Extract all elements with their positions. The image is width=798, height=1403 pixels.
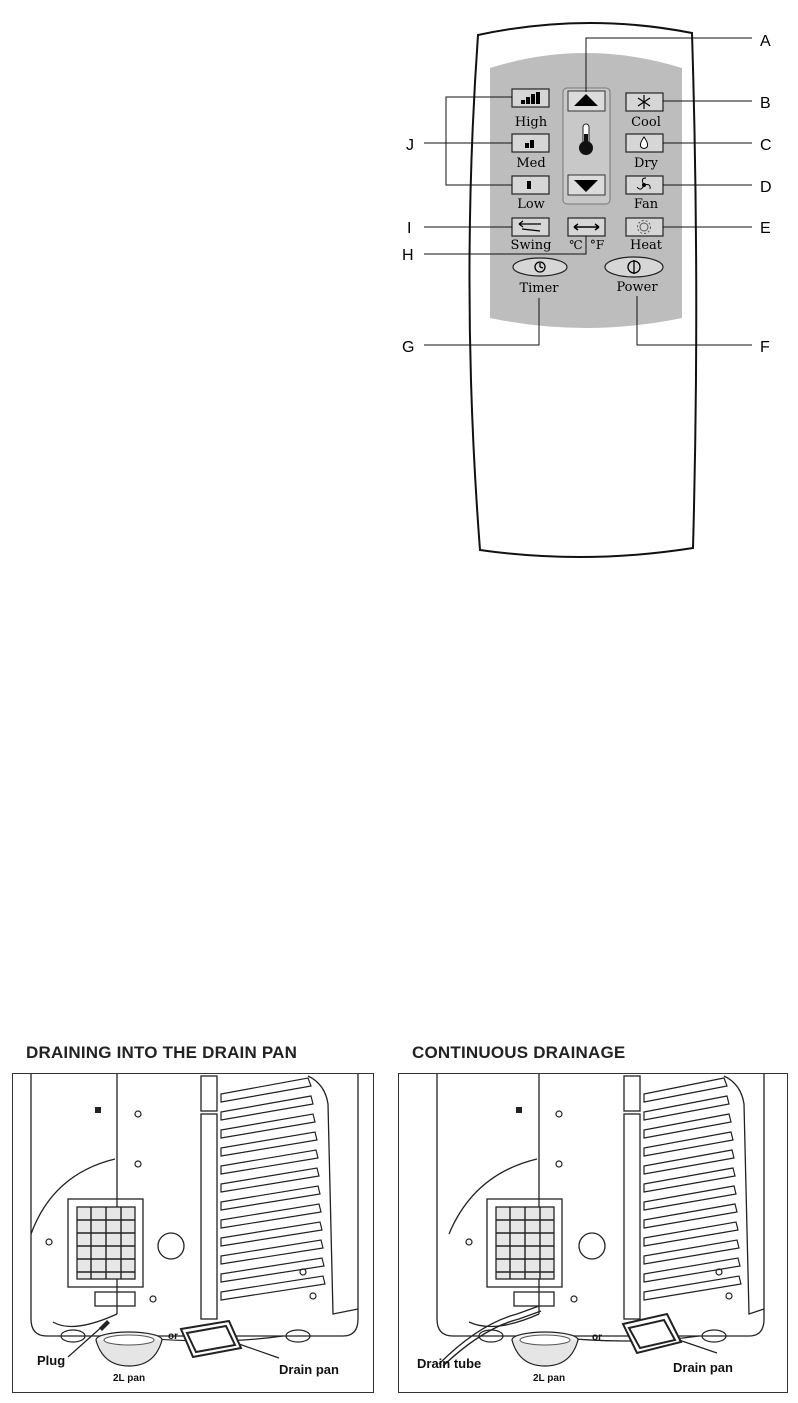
ac-unit-illustration: [13, 1074, 372, 1391]
med-label: Med: [516, 156, 546, 171]
swing-label: Swing: [510, 238, 552, 253]
ac-unit-illustration: [399, 1074, 786, 1391]
drain-pan-label: Drain pan: [673, 1360, 733, 1375]
callout-j: J: [406, 137, 414, 154]
signal-bar-icon: [527, 181, 531, 189]
high-button[interactable]: [512, 89, 549, 107]
drain-pan-heading: DRAINING INTO THE DRAIN PAN: [26, 1043, 298, 1062]
or-label: or: [168, 1331, 178, 1342]
callout-a: A: [760, 33, 771, 50]
swing-button[interactable]: [512, 218, 549, 236]
callout-f: F: [760, 339, 770, 356]
celsius-label: ℃: [569, 238, 583, 252]
timer-label: Timer: [519, 281, 559, 296]
cool-label: Cool: [631, 115, 661, 130]
two-liter-pan-label: 2L pan: [533, 1373, 566, 1384]
plug-label: Plug: [37, 1353, 66, 1368]
callout-i: I: [407, 220, 412, 237]
continuous-drainage-panel: [398, 1073, 788, 1393]
drain-pan-panel: [12, 1073, 374, 1393]
remote-control-diagram: [0, 0, 798, 600]
power-label: Power: [616, 280, 658, 295]
two-liter-pan-label: 2L pan: [113, 1373, 146, 1384]
callout-d: D: [760, 179, 772, 196]
fahrenheit-label: °F: [589, 238, 605, 252]
low-label: Low: [517, 197, 545, 212]
callout-g: G: [402, 339, 415, 356]
callout-h: H: [402, 247, 414, 264]
callout-e: E: [760, 220, 771, 237]
or-label: or: [592, 1332, 602, 1343]
fan-label: Fan: [633, 197, 659, 212]
callout-c: C: [760, 137, 772, 154]
dry-label: Dry: [634, 156, 658, 171]
drain-pan-label: Drain pan: [279, 1362, 339, 1377]
drain-tube-label: Drain tube: [417, 1356, 482, 1371]
high-label: High: [514, 115, 548, 130]
heat-label: Heat: [629, 238, 663, 253]
callout-b: B: [760, 95, 771, 112]
continuous-drainage-heading: CONTINUOUS DRAINAGE: [412, 1043, 626, 1062]
